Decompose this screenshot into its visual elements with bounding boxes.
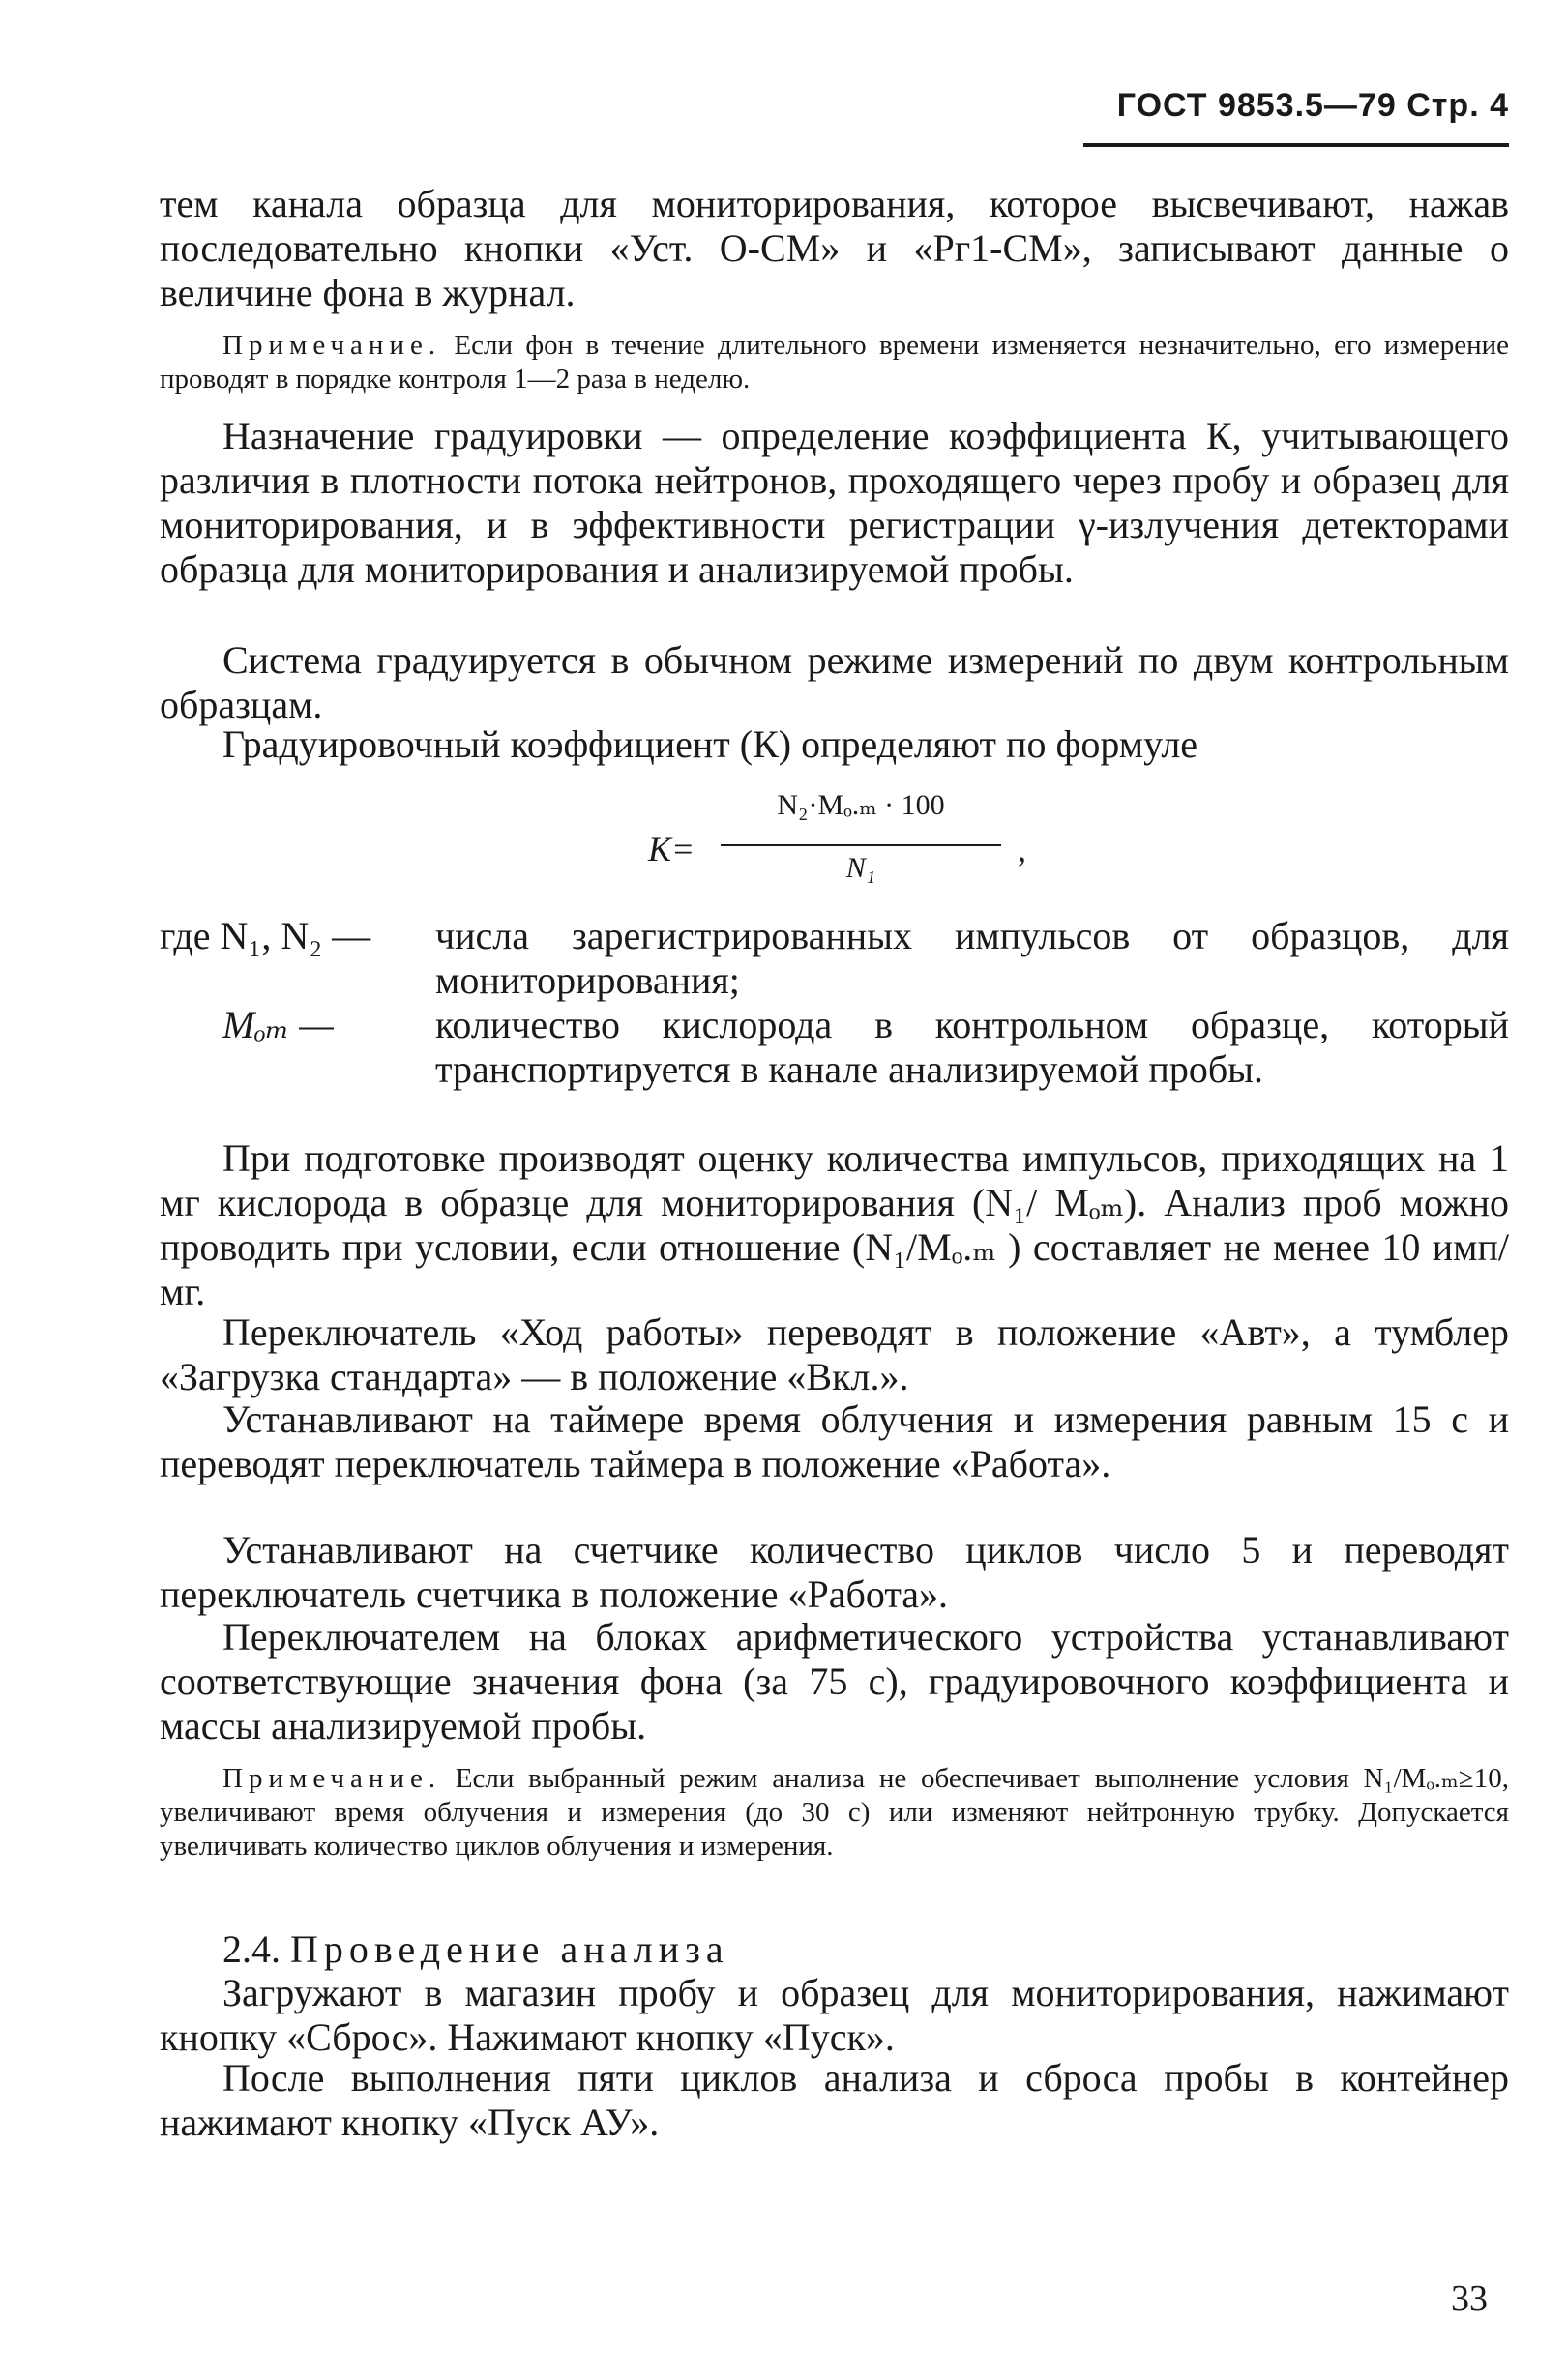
calibration-formula xyxy=(638,788,1045,895)
paragraph-5: При подготовке производят оценку количества импульсов, приходящих на 1 мг кислорода в образце для мониторирования (N₁/ Mₒₘ). Анализ проб можно проводить при условии, если отношение (N₁/Mₒ.ₘ ) составляет не менее 10 имп/мг. xyxy=(160,1136,1509,1313)
definitions-list xyxy=(160,914,1509,1092)
definition-term: Mₒₘ — xyxy=(222,1003,334,1046)
definition-item xyxy=(160,1003,1509,1092)
paragraph-10: Загружают в магазин пробу и образец для мониторирования, нажимают кнопку «Сброс». Нажимают кнопку «Пуск». xyxy=(160,1971,1509,2059)
page-number: 33 xyxy=(1451,2278,1488,2319)
header-standard: ГОСТ 9853.5—79 xyxy=(1116,87,1397,124)
formula-denominator: N₁ xyxy=(845,852,876,884)
page-header xyxy=(1074,87,1509,125)
definition-term: где N₁, N₂ — xyxy=(160,914,371,957)
paragraph-3: Система градуируется в обычном режиме измерений по двум контрольным образцам. xyxy=(160,638,1509,726)
section-heading xyxy=(160,1927,1509,1972)
fraction-bar xyxy=(721,844,1001,846)
formula-trailing: , xyxy=(1018,830,1026,868)
note-2-label: Примечание. xyxy=(222,1763,442,1794)
header-rule xyxy=(1083,143,1509,147)
note-1 xyxy=(160,329,1509,397)
definition-text: числа зарегистрированных импульсов от образцов, для мониторирования; xyxy=(435,914,1509,1002)
header-page-label: Стр. 4 xyxy=(1406,87,1509,124)
note-1-label: Примечание. xyxy=(222,330,442,361)
note-1-text: Если фон в течение длительного времени изменяется незначительно, его измерение проводят в порядке контроля 1—2 раза в неделю. xyxy=(160,330,1509,395)
section-title: Проведение анализа xyxy=(290,1927,729,1971)
paragraph-7: Устанавливают на таймере время облучения и измерения равным 15 с и переводят переключатель таймера в положение «Работа». xyxy=(160,1397,1509,1485)
note-2-text: Если выбранный режим анализа не обеспечивает выполнение условия N₁/Mₒ.ₘ≥10, увеличивают время облучения и измерения (до 30 с) или изменяют нейтронную трубку. Допускается увеличивать количество циклов облучения и измерения. xyxy=(160,1763,1510,1862)
paragraph-4: Градуировочный коэффициент (К) определяют по формуле xyxy=(222,722,1198,766)
definition-item xyxy=(160,914,1509,1003)
paragraph-8: Устанавливают на счетчике количество циклов число 5 и переводят переключатель счетчика в положение «Работа». xyxy=(160,1528,1509,1616)
paragraph-1: тем канала образца для мониторирования, которое высвечивают, нажав последовательно кнопки «Уст. О-СМ» и «Рг1-СМ», записывают данные о величине фона в журнал. xyxy=(160,182,1509,314)
section-number: 2.4. xyxy=(222,1927,281,1971)
definition-text: количество кислорода в контрольном образце, который транспортируется в канале анализируемой пробы. xyxy=(435,1003,1509,1091)
paragraph-2: Назначение градуировки — определение коэффициента К, учитывающего различия в плотности потока нейтронов, проходящего через пробу и образец для мониторирования, и в эффективности регистрации γ-излучения детекторами образца для мониторирования и анализируемой пробы. xyxy=(160,414,1509,591)
formula-lhs: К= xyxy=(648,830,695,868)
formula-numerator: N₂·Mₒ.ₘ · 100 xyxy=(777,789,945,821)
paragraph-9: Переключателем на блоках арифметического устройства устанавливают соответствующие значения фона (за 75 с), градуировочного коэффициента и массы анализируемой пробы. xyxy=(160,1615,1509,1748)
note-2 xyxy=(160,1762,1509,1864)
paragraph-6: Переключатель «Ход работы» переводят в положение «Авт», а тумблер «Загрузка стандарта» — в положение «Вкл.». xyxy=(160,1310,1509,1398)
paragraph-11: После выполнения пяти циклов анализа и сброса пробы в контейнер нажимают кнопку «Пуск АУ». xyxy=(160,2056,1509,2144)
